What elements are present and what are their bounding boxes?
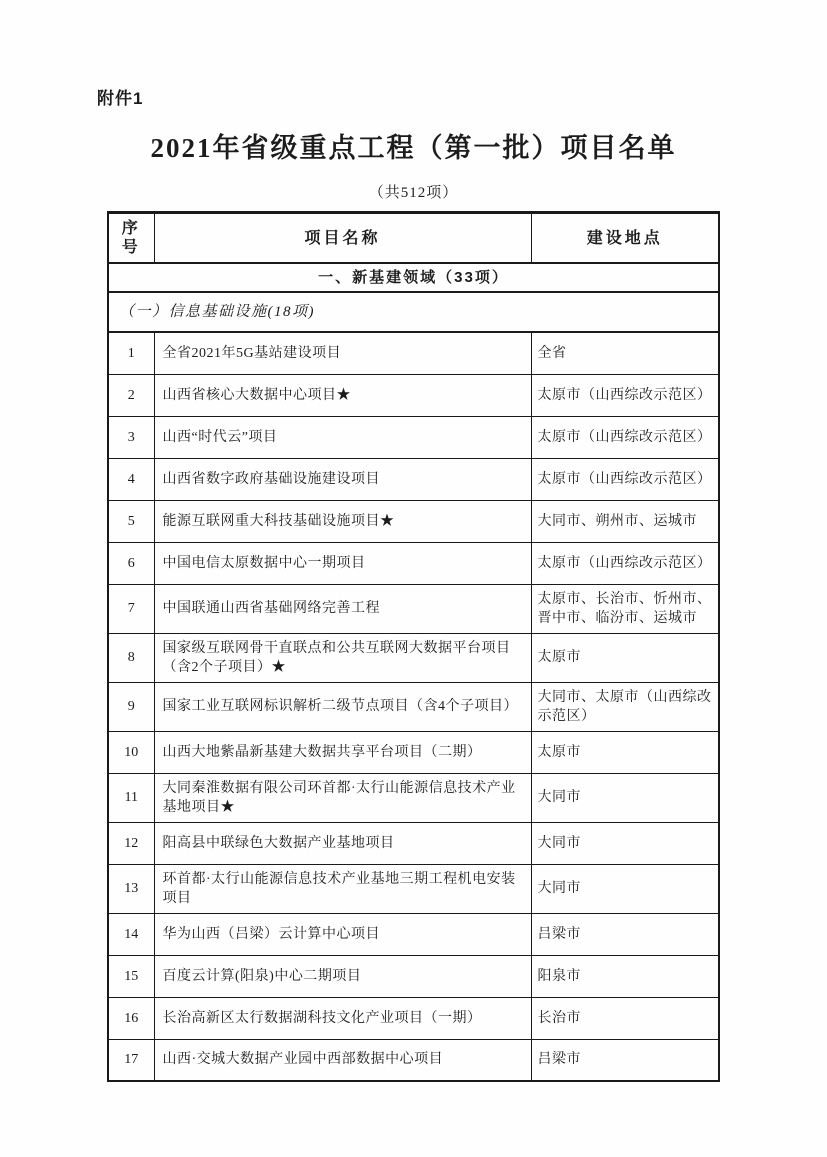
project-name: 山西·交城大数据产业园中西部数据中心项目 bbox=[154, 1039, 531, 1081]
project-location: 太原市、长治市、忻州市、晋中市、临汾市、运城市 bbox=[531, 584, 719, 633]
project-location: 大同市 bbox=[531, 773, 719, 822]
project-name: 山西省数字政府基础设施建设项目 bbox=[154, 458, 531, 500]
project-name: 国家级互联网骨干直联点和公共互联网大数据平台项目（含2个子项目）★ bbox=[154, 633, 531, 682]
project-name: 中国联通山西省基础网络完善工程 bbox=[154, 584, 531, 633]
project-name: 能源互联网重大科技基础设施项目★ bbox=[154, 500, 531, 542]
project-name: 长治高新区太行数据湖科技文化产业项目（一期） bbox=[154, 997, 531, 1039]
row-number: 12 bbox=[108, 822, 154, 864]
project-location: 太原市 bbox=[531, 731, 719, 773]
row-number: 7 bbox=[108, 584, 154, 633]
project-location: 太原市（山西综改示范区） bbox=[531, 416, 719, 458]
row-number: 1 bbox=[108, 332, 154, 374]
project-table bbox=[107, 211, 720, 1082]
table-row bbox=[108, 1039, 719, 1081]
table-row bbox=[108, 542, 719, 584]
column-header-number: 序号 bbox=[108, 213, 154, 264]
project-location: 吕梁市 bbox=[531, 913, 719, 955]
project-location: 大同市、太原市（山西综改示范区） bbox=[531, 682, 719, 731]
row-number: 8 bbox=[108, 633, 154, 682]
project-location: 阳泉市 bbox=[531, 955, 719, 997]
table-row bbox=[108, 822, 719, 864]
table-row bbox=[108, 731, 719, 773]
table-row bbox=[108, 584, 719, 633]
row-number: 2 bbox=[108, 374, 154, 416]
row-number: 3 bbox=[108, 416, 154, 458]
row-number: 16 bbox=[108, 997, 154, 1039]
subsection-title: （一）信息基础设施(18项) bbox=[108, 292, 719, 332]
table-row bbox=[108, 332, 719, 374]
project-location: 吕梁市 bbox=[531, 1039, 719, 1081]
table-row bbox=[108, 997, 719, 1039]
project-name: 国家工业互联网标识解析二级节点项目（含4个子项目） bbox=[154, 682, 531, 731]
section-header-row bbox=[108, 263, 719, 292]
project-name: 山西大地紫晶新基建大数据共享平台项目（二期） bbox=[154, 731, 531, 773]
table-row bbox=[108, 913, 719, 955]
table-row bbox=[108, 864, 719, 913]
project-name: 大同秦淮数据有限公司环首都·太行山能源信息技术产业基地项目★ bbox=[154, 773, 531, 822]
column-header-location: 建设地点 bbox=[531, 213, 719, 264]
project-location: 全省 bbox=[531, 332, 719, 374]
row-number: 4 bbox=[108, 458, 154, 500]
project-location: 大同市、朔州市、运城市 bbox=[531, 500, 719, 542]
table-row bbox=[108, 773, 719, 822]
page-title: 2021年省级重点工程（第一批）项目名单 bbox=[150, 133, 677, 163]
row-number: 15 bbox=[108, 955, 154, 997]
project-location: 太原市（山西综改示范区） bbox=[531, 458, 719, 500]
row-number: 5 bbox=[108, 500, 154, 542]
project-location: 太原市（山西综改示范区） bbox=[531, 542, 719, 584]
table-row bbox=[108, 633, 719, 682]
row-number: 13 bbox=[108, 864, 154, 913]
project-location: 大同市 bbox=[531, 864, 719, 913]
row-number: 6 bbox=[108, 542, 154, 584]
row-number: 9 bbox=[108, 682, 154, 731]
section-title: 一、新基建领域（33项） bbox=[108, 263, 719, 292]
page-subtitle: （共512项） bbox=[368, 185, 459, 201]
table-row bbox=[108, 416, 719, 458]
subsection-header-row bbox=[108, 292, 719, 332]
row-number: 14 bbox=[108, 913, 154, 955]
project-location: 太原市 bbox=[531, 633, 719, 682]
attachment-label: 附件1 bbox=[97, 89, 144, 108]
project-name: 中国电信太原数据中心一期项目 bbox=[154, 542, 531, 584]
table-header-row bbox=[108, 213, 719, 264]
project-location: 大同市 bbox=[531, 822, 719, 864]
table-row bbox=[108, 374, 719, 416]
project-location: 太原市（山西综改示范区） bbox=[531, 374, 719, 416]
table-row bbox=[108, 458, 719, 500]
table-row bbox=[108, 500, 719, 542]
project-name: 全省2021年5G基站建设项目 bbox=[154, 332, 531, 374]
project-name: 山西省核心大数据中心项目★ bbox=[154, 374, 531, 416]
column-header-project-name: 项目名称 bbox=[154, 213, 531, 264]
table-row bbox=[108, 682, 719, 731]
row-number: 10 bbox=[108, 731, 154, 773]
table-row bbox=[108, 955, 719, 997]
project-name: 山西“时代云”项目 bbox=[154, 416, 531, 458]
project-name: 阳高县中联绿色大数据产业基地项目 bbox=[154, 822, 531, 864]
project-name: 百度云计算(阳泉)中心二期项目 bbox=[154, 955, 531, 997]
project-name: 环首都·太行山能源信息技术产业基地三期工程机电安装项目 bbox=[154, 864, 531, 913]
row-number: 17 bbox=[108, 1039, 154, 1081]
project-location: 长治市 bbox=[531, 997, 719, 1039]
row-number: 11 bbox=[108, 773, 154, 822]
project-name: 华为山西（吕梁）云计算中心项目 bbox=[154, 913, 531, 955]
